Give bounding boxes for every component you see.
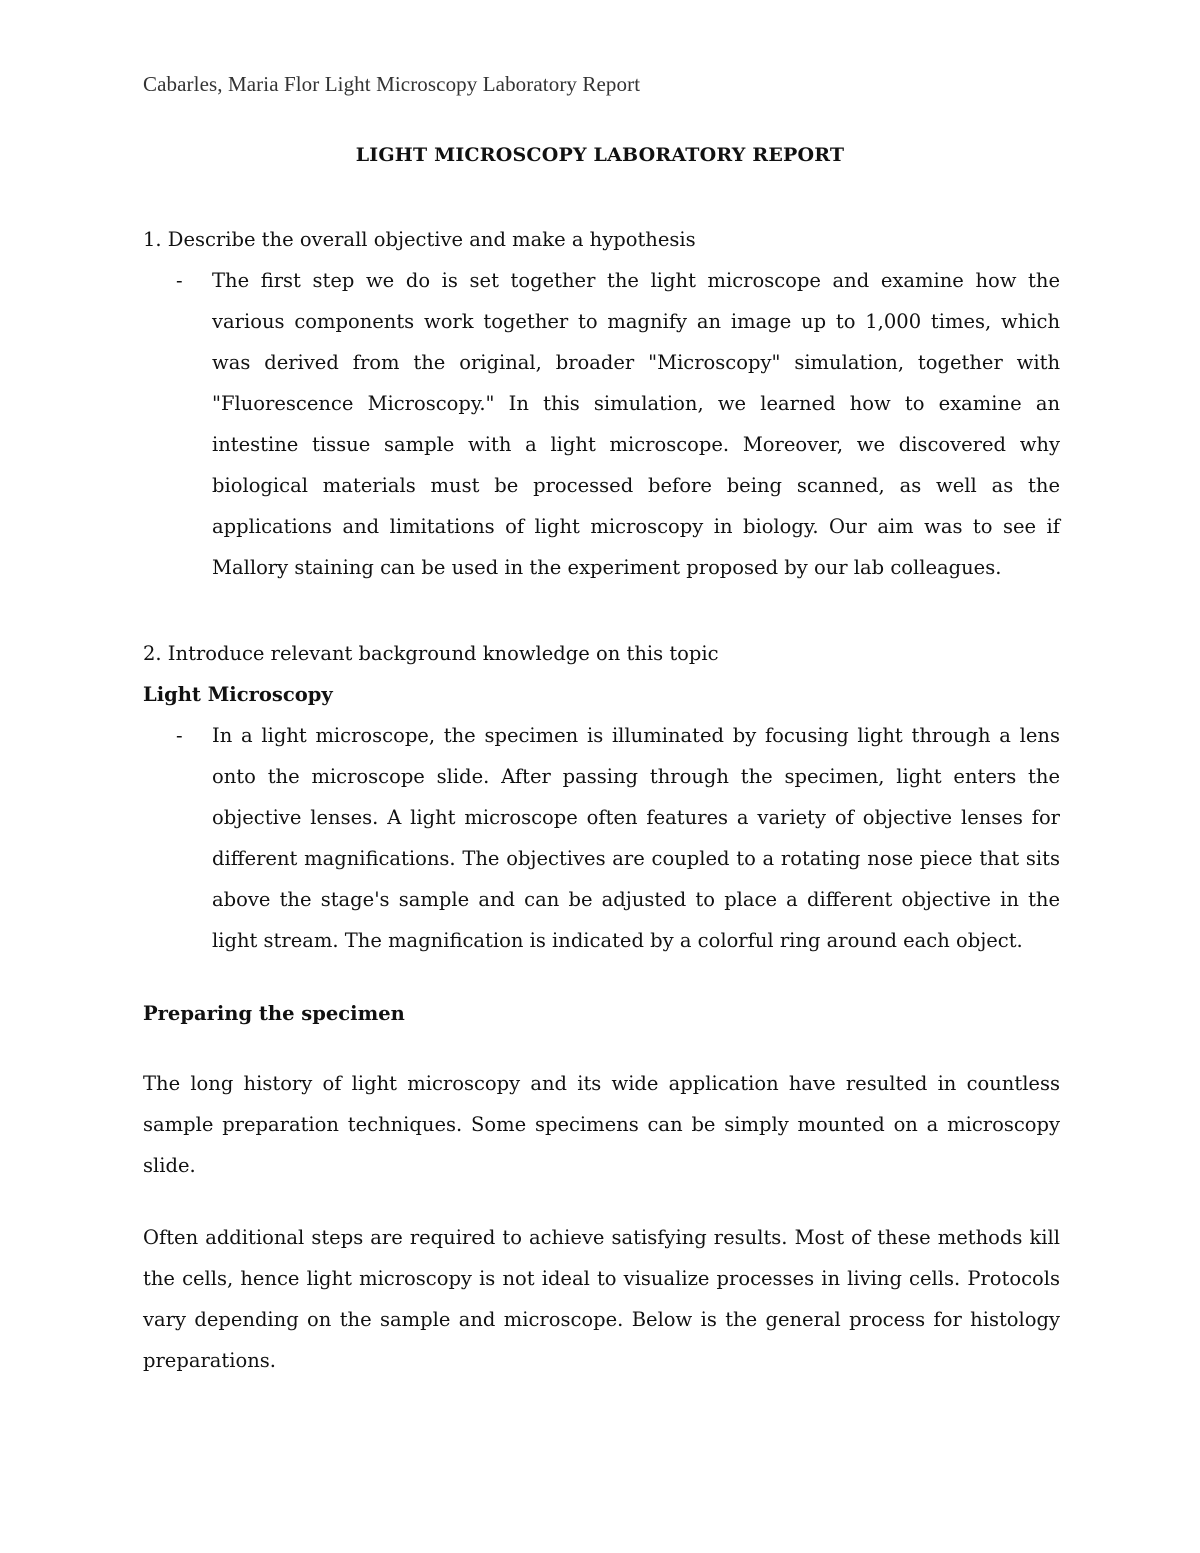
document-title: LIGHT MICROSCOPY LABORATORY REPORT xyxy=(355,144,845,166)
section-1-heading: 1. Describe the overall objective and make a hypothesis xyxy=(143,228,696,251)
section-1-bullet-marker: - xyxy=(176,269,183,292)
section-2-heading: 2. Introduce relevant background knowledge on this topic xyxy=(143,642,719,665)
section-1-bullet-text: The first step we do is set together the light microscope and examine how the various components work together to magnify an image up to 1,000 times, which was derived from the original, broader "Microscopy" simulation, together with "Fluorescence Microscopy." In this simulation, we learned how to examine an intestine tissue sample with a light microscope. Moreover, we discovered why biological materials must be processed before being scanned, as well as the applications and limitations of light microscopy in biology. Our aim was to see if Mallory staining can be used in the experiment proposed by our lab colleagues. xyxy=(212,269,1060,579)
running-header: Cabarles, Maria Flor Light Microscopy Laboratory Report xyxy=(143,72,641,96)
specimen-paragraph-1: The long history of light microscopy and its wide application have resulted in countless sample preparation techniques. Some specimens can be simply mounted on a microscopy slide. xyxy=(143,1072,1060,1177)
section-2-bullet-marker: - xyxy=(176,724,183,747)
light-microscopy-subheading: Light Microscopy xyxy=(143,683,333,706)
section-2-bullet-text: In a light microscope, the specimen is illuminated by focusing light through a lens onto the microscope slide. After passing through the specimen, light enters the objective lenses. A light microscope often features a variety of objective lenses for different magnifications. The objectives are coupled to a rotating nose piece that sits above the stage's sample and can be adjusted to place a different objective in the light stream. The magnification is indicated by a colorful ring around each object. xyxy=(212,724,1060,952)
specimen-paragraph-2: Often additional steps are required to achieve satisfying results. Most of these methods kill the cells, hence light microscopy is not ideal to visualize processes in living cells. Protocols vary depending on the sample and microscope. Below is the general process for histology preparations. xyxy=(143,1226,1060,1372)
preparing-specimen-heading: Preparing the specimen xyxy=(143,1002,405,1025)
